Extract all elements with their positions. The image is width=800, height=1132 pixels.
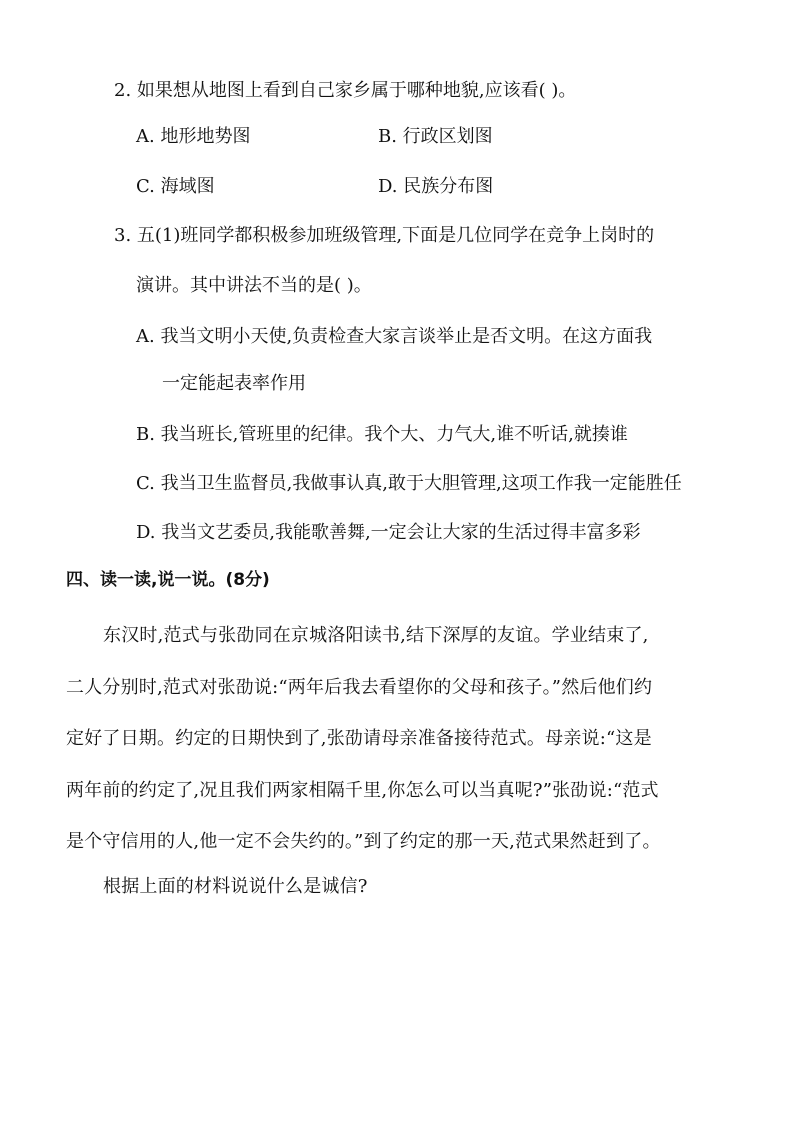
question-2-text: 2. 如果想从地图上看到自己家乡属于哪种地貌,应该看( )。 (114, 80, 577, 101)
question-2-option-a: A. 地形地势图 (136, 126, 251, 147)
question-2-option-c: C. 海域图 (136, 176, 215, 197)
question-3-line-1: 3. 五(1)班同学都积极参加班级管理,下面是几位同学在竞争上岗时的 (114, 225, 655, 246)
passage-line-4: 两年前的约定了,况且我们两家相隔千里,你怎么可以当真呢?”张劭说:“范式 (66, 780, 659, 801)
question-3-option-d: D. 我当文艺委员,我能歌善舞,一定会让大家的生活过得丰富多彩 (136, 522, 641, 543)
passage-line-5: 是个守信用的人,他一定不会失约的。”到了约定的那一天,范式果然赶到了。 (66, 831, 661, 852)
question-3-option-a-line-1: A. 我当文明小天使,负责检查大家言谈举止是否文明。在这方面我 (136, 326, 653, 347)
question-3-option-a-line-2: 一定能起表率作用 (162, 373, 306, 394)
passage-line-2: 二人分别时,范式对张劭说:“两年后我去看望你的父母和孩子。”然后他们约 (66, 677, 653, 698)
passage-line-1: 东汉时,范式与张劭同在京城洛阳读书,结下深厚的友谊。学业结束了, (103, 625, 649, 646)
question-3-option-b: B. 我当班长,管班里的纪律。我个大、力气大,谁不听话,就揍谁 (136, 424, 628, 445)
question-2-option-d: D. 民族分布图 (378, 176, 494, 197)
question-2-option-b: B. 行政区划图 (378, 126, 493, 147)
section-4-heading: 四、读一读,说一说。(8分) (66, 570, 270, 590)
section-4-prompt: 根据上面的材料说说什么是诚信? (103, 876, 368, 897)
question-3-option-c: C. 我当卫生监督员,我做事认真,敢于大胆管理,这项工作我一定能胜任 (136, 473, 682, 494)
passage-line-3: 定好了日期。约定的日期快到了,张劭请母亲准备接待范式。母亲说:“这是 (66, 728, 652, 749)
question-3-line-2: 演讲。其中讲法不当的是( )。 (136, 275, 372, 296)
